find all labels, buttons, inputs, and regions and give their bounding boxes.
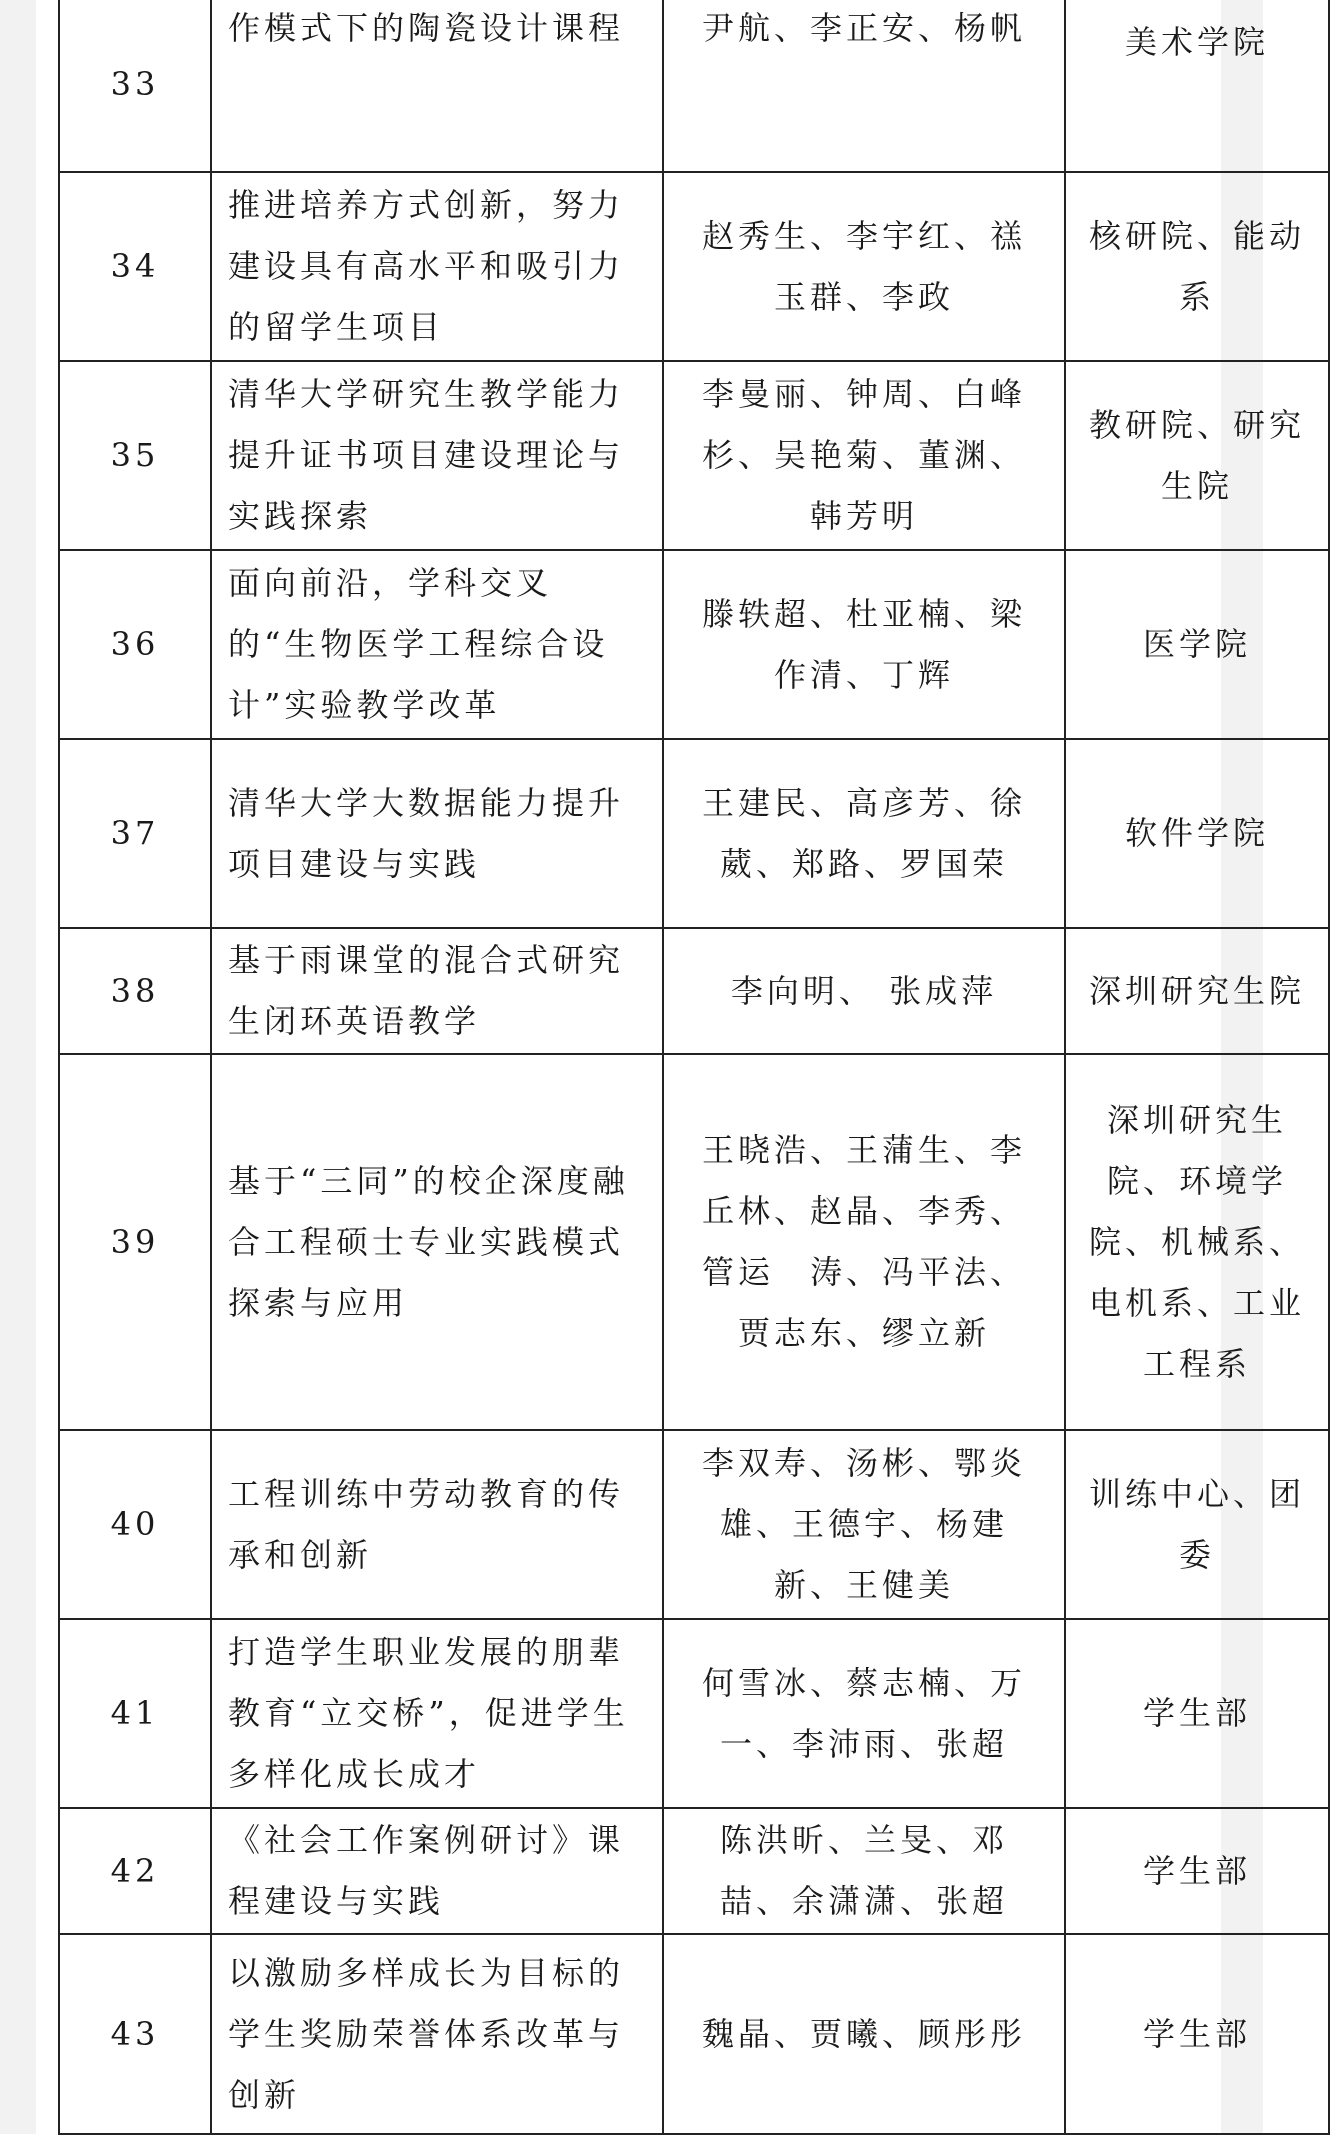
table-row	[59, 0, 1329, 172]
table-row	[59, 550, 1329, 739]
project-title: 打造学生职业发展的朋辈教育“立交桥”，促进学生多样化成长成才	[228, 1633, 629, 1793]
project-title: 工程训练中劳动教育的传承和创新	[228, 1474, 625, 1574]
project-members: 李双寿、汤彬、鄂炎雄、王德宇、杨建新、王健美	[701, 1444, 1026, 1604]
project-title: 清华大学大数据能力提升项目建设与实践	[228, 783, 625, 883]
project-members: 何雪冰、蔡志楠、万一、李沛雨、张超	[701, 1663, 1026, 1763]
department: 核研院、能动系	[1088, 216, 1305, 316]
row-number: 39	[59, 1054, 211, 1430]
project-members: 魏晶、贾曦、顾彤彤	[701, 2014, 1026, 2053]
project-members: 尹航、李正安、杨帆	[701, 9, 1026, 47]
row-number: 33	[59, 0, 211, 172]
table-row	[59, 361, 1329, 550]
table-row	[59, 172, 1329, 361]
project-title: 面向前沿，学科交叉的“生物医学工程综合设计”实验教学改革	[228, 564, 609, 724]
table-row	[59, 1430, 1329, 1619]
department: 美术学院	[1124, 23, 1269, 61]
project-title: 基于“三同”的校企深度融合工程硕士专业实践模式探索与应用	[228, 1161, 629, 1322]
row-number: 41	[59, 1619, 211, 1808]
project-title: 作模式下的陶瓷设计课程	[228, 9, 625, 47]
row-number: 35	[59, 361, 211, 550]
department: 软件学院	[1124, 814, 1269, 852]
row-number: 40	[59, 1430, 211, 1619]
table-row	[59, 1808, 1329, 1934]
project-members: 陈洪昕、兰旻、邓喆、余潇潇、张超	[719, 1821, 1008, 1920]
row-number: 38	[59, 928, 211, 1054]
department: 深圳研究生院	[1088, 971, 1305, 1010]
department: 教研院、研究生院	[1088, 405, 1305, 505]
award-table	[58, 0, 1330, 2135]
project-members: 李向明、 张成萍	[730, 971, 998, 1010]
department: 学生部	[1142, 1851, 1251, 1890]
project-members: 赵秀生、李宇红、禚玉群、李政	[701, 216, 1026, 316]
table-row	[59, 1619, 1329, 1808]
project-members: 王晓浩、王蒲生、李丘林、赵晶、李秀、管运 涛、冯平法、贾志东、缪立新	[701, 1131, 1026, 1352]
left-margin	[0, 0, 36, 2134]
table-row	[59, 1934, 1329, 2134]
department: 学生部	[1142, 2014, 1251, 2053]
row-number: 36	[59, 550, 211, 739]
project-members: 李曼丽、钟周、白峰杉、吴艳菊、董渊、韩芳明	[701, 375, 1026, 535]
project-title: 以激励多样成长为目标的学生奖励荣誉体系改革与创新	[228, 1953, 625, 2114]
project-title: 清华大学研究生教学能力提升证书项目建设理论与实践探索	[228, 375, 625, 535]
row-number: 42	[59, 1808, 211, 1934]
project-title: 基于雨课堂的混合式研究生闭环英语教学	[228, 941, 625, 1040]
project-members: 王建民、高彦芳、徐葳、郑路、罗国荣	[701, 783, 1026, 883]
row-number: 37	[59, 739, 211, 928]
project-title: 《社会工作案例研讨》课程建设与实践	[228, 1821, 625, 1920]
department: 深圳研究生院、环境学院、机械系、电机系、工业工程系	[1088, 1100, 1305, 1383]
department: 训练中心、团委	[1088, 1474, 1305, 1574]
department: 医学院	[1142, 625, 1251, 663]
table-row	[59, 1054, 1329, 1430]
row-number: 34	[59, 172, 211, 361]
project-members: 滕轶超、杜亚楠、梁作清、丁辉	[701, 594, 1026, 694]
row-number: 43	[59, 1934, 211, 2134]
table-row	[59, 739, 1329, 928]
project-title: 推进培养方式创新，努力建设具有高水平和吸引力的留学生项目	[228, 186, 625, 346]
department: 学生部	[1142, 1694, 1251, 1732]
table-row	[59, 928, 1329, 1054]
